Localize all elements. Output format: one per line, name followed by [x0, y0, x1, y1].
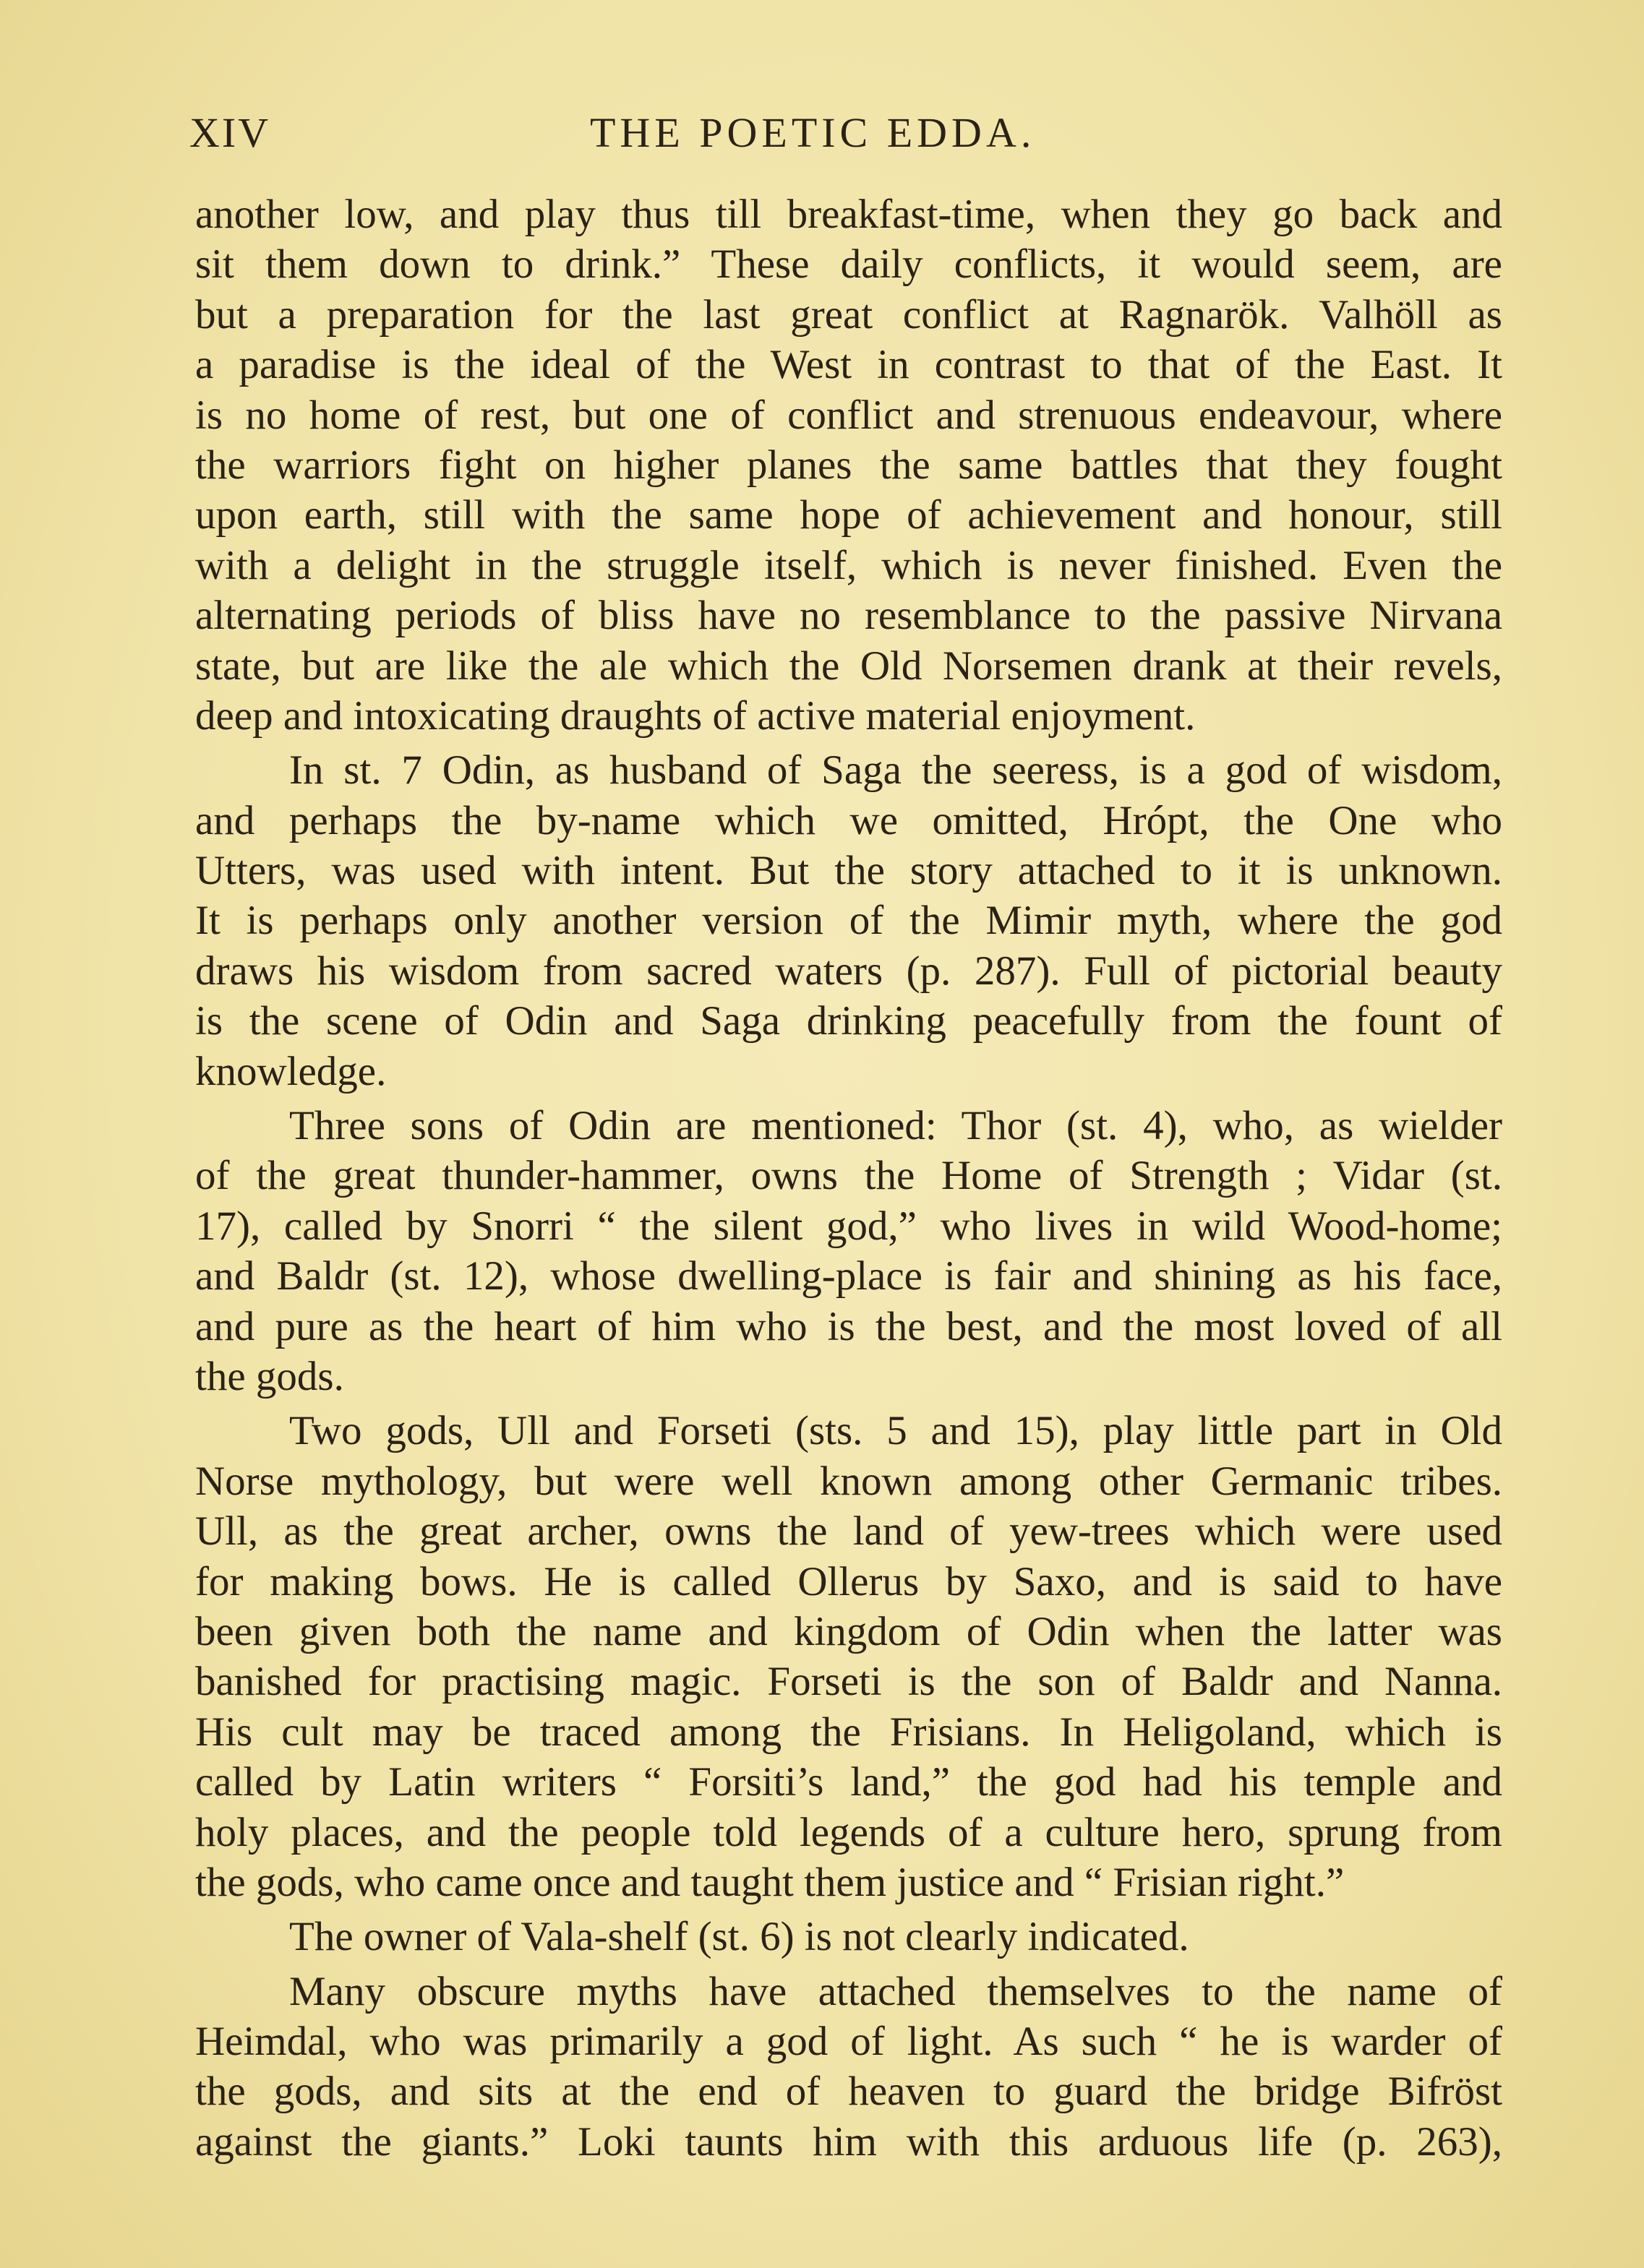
text-line: upon earth, still with the same hope of achievement and honour, still: [195, 492, 1502, 538]
text-line: draws his wisdom from sacred waters (p. 287). Full of pictorial beauty: [195, 948, 1502, 994]
text-line: and Baldr (st. 12), whose dwelling-place is fair and shining as his face,: [195, 1253, 1502, 1300]
text-line: It is perhaps only another version of the Mimir myth, where the god: [195, 898, 1502, 944]
text-line: Ull, as the great archer, owns the land of yew-trees which were used: [195, 1508, 1502, 1555]
text-line: the warriors fight on higher planes the same battles that they fought: [195, 442, 1502, 488]
text-line: Two gods, Ull and Forseti (sts. 5 and 15), play little part in Old: [289, 1408, 1502, 1454]
text-line: Utters, was used with intent. But the story attached to it is unknown.: [195, 848, 1502, 894]
text-line: alternating periods of bliss have no resemblance to the passive Nirvana: [195, 593, 1502, 639]
text-line: against the giants.” Loki taunts him with this arduous life (p. 263),: [195, 2118, 1502, 2165]
text-line: the gods.: [195, 1353, 344, 1399]
paragraph: [195, 1967, 1502, 2168]
text-line: the gods, who came once and taught them justice and “ Frisian right.”: [195, 1859, 1345, 1905]
page-number: XIV: [189, 109, 271, 156]
text-line: but a preparation for the last great conflict at Ragnarök. Valhöll as: [195, 291, 1502, 338]
text-line: Many obscure myths have attached themselves to the name of: [289, 1968, 1502, 2014]
text-line: for making bows. He is called Ollerus by Saxo, and is said to have: [195, 1558, 1502, 1605]
text-line: Norse mythology, but were well known among other Germanic tribes.: [195, 1458, 1502, 1504]
text-line: holy places, and the people told legends of a culture hero, sprung from: [195, 1809, 1502, 1855]
text-line: of the great thunder-hammer, owns the Home of Strength ; Vidar (st.: [195, 1153, 1502, 1199]
text-line: sit them down to drink.” These daily conflicts, it would seem, are: [195, 241, 1502, 288]
text-line: another low, and play thus till breakfast-time, when they go back and: [195, 192, 1502, 237]
text-line: been given both the name and kingdom of Odin when the latter was: [195, 1608, 1502, 1654]
paragraph: [195, 1406, 1502, 1907]
text-line: banished for practising magic. Forseti is the son of Baldr and Nanna.: [195, 1659, 1502, 1705]
text-line: Three sons of Odin are mentioned: Thor (st. 4), who, as wielder: [289, 1103, 1502, 1149]
running-title: THE POETIC EDDA.: [590, 109, 1036, 156]
text-line: state, but are like the ale which the Old Norsemen drank at their revels,: [195, 643, 1502, 689]
text-line: and perhaps the by-name which we omitted, Hrópt, the One who: [195, 797, 1502, 843]
paragraph: [195, 189, 1502, 741]
text-line: is the scene of Odin and Saga drinking peacefully from the fount of: [195, 998, 1502, 1044]
text-line: 17), called by Snorri “ the silent god,” who lives in wild Wood-home;: [195, 1203, 1502, 1249]
text-line: called by Latin writers “ Forsiti’s land,” the god had his temple and: [195, 1759, 1502, 1805]
text-line: the gods, and sits at the end of heaven to guard the bridge Bifröst: [195, 2069, 1502, 2115]
text-line: is no home of rest, but one of conflict and strenuous endeavour, where: [195, 392, 1502, 438]
text-line: In st. 7 Odin, as husband of Saga the seeress, is a god of wisdom,: [289, 747, 1502, 794]
paragraph: [195, 1101, 1502, 1401]
paragraph: [195, 1912, 1502, 1962]
text-line: and pure as the heart of him who is the best, and the most loved of all: [195, 1303, 1502, 1349]
text-line: deep and intoxicating draughts of active material enjoyment.: [195, 692, 1196, 739]
text-line: The owner of Vala-shelf (st. 6) is not clearly indicated.: [289, 1914, 1189, 1960]
body-text: [195, 189, 1502, 2167]
text-line: with a delight in the struggle itself, which is never finished. Even the: [195, 542, 1502, 588]
paragraph: [195, 745, 1502, 1096]
text-line: a paradise is the ideal of the West in contrast to that of the East. It: [195, 342, 1502, 388]
text-line: knowledge.: [195, 1048, 387, 1094]
text-line: His cult may be traced among the Frisians. In Heligoland, which is: [195, 1709, 1502, 1755]
text-line: Heimdal, who was primarily a god of light. As such “ he is warder of: [195, 2019, 1502, 2065]
